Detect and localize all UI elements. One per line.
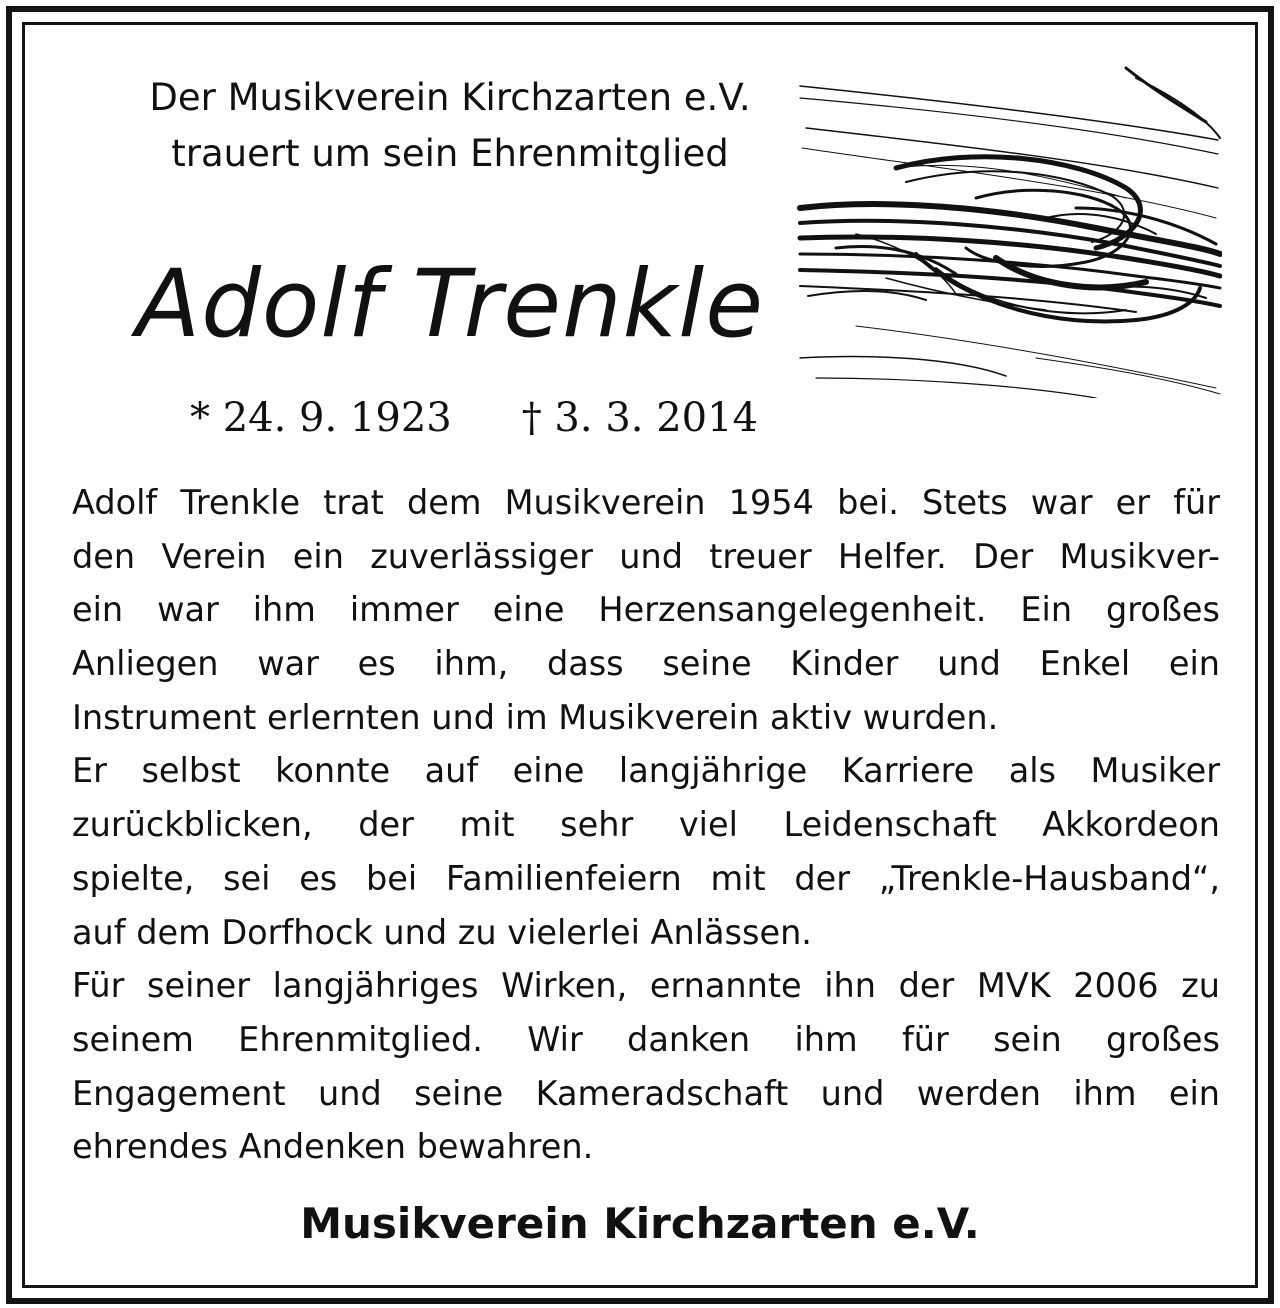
obituary-body: [72, 476, 1220, 1174]
intro-line-2: trauert um sein Ehrenmitglied: [171, 132, 729, 175]
body-line: Instrument erlernten und im Musikverein aktiv wurden.: [72, 697, 999, 737]
intro-line-1: Der Musikverein Kirchzarten e.V.: [149, 76, 751, 119]
intro-text: [80, 70, 820, 182]
signature: Musikverein Kirchzarten e.V.: [300, 1199, 980, 1248]
body-line: Anliegen war es ihm, dass seine Kinder und Enkel ein: [72, 644, 1220, 684]
death-date: † 3. 3. 2014: [521, 395, 758, 441]
body-line: seinem Ehrenmitglied. Wir danken ihm für sein großes: [72, 1019, 1220, 1059]
body-line: spielte, sei es bei Familienfeiern mit der „Trenkle-Hausband“,: [72, 858, 1220, 898]
body-line: auf dem Dorfhock und zu vielerlei Anlässen.: [72, 912, 812, 952]
birth-date: * 24. 9. 1923: [190, 395, 452, 441]
body-line: Engagement und seine Kameradschaft und werden ihm ein: [72, 1073, 1220, 1113]
body-line: Für seiner langjähriges Wirken, ernannte ihn der MVK 2006 zu: [72, 966, 1220, 1006]
body-line: zurückblicken, der mit sehr viel Leidenschaft Akkordeon: [72, 805, 1220, 845]
deceased-name: Adolf Trenkle: [135, 250, 765, 359]
body-line: ehrendes Andenken bewahren.: [72, 1127, 594, 1167]
life-dates: [190, 392, 758, 444]
body-line: den Verein ein zuverlässiger und treuer Helfer. Der Musikver-: [72, 536, 1220, 576]
decorative-swirl-artwork: [796, 58, 1222, 398]
body-line: Adolf Trenkle trat dem Musikverein 1954 bei. Stets war er für: [72, 483, 1220, 522]
body-line: ein war ihm immer eine Herzensangelegenheit. Ein großes: [72, 590, 1220, 630]
body-line: Er selbst konnte auf eine langjährige Karriere als Musiker: [72, 751, 1220, 791]
